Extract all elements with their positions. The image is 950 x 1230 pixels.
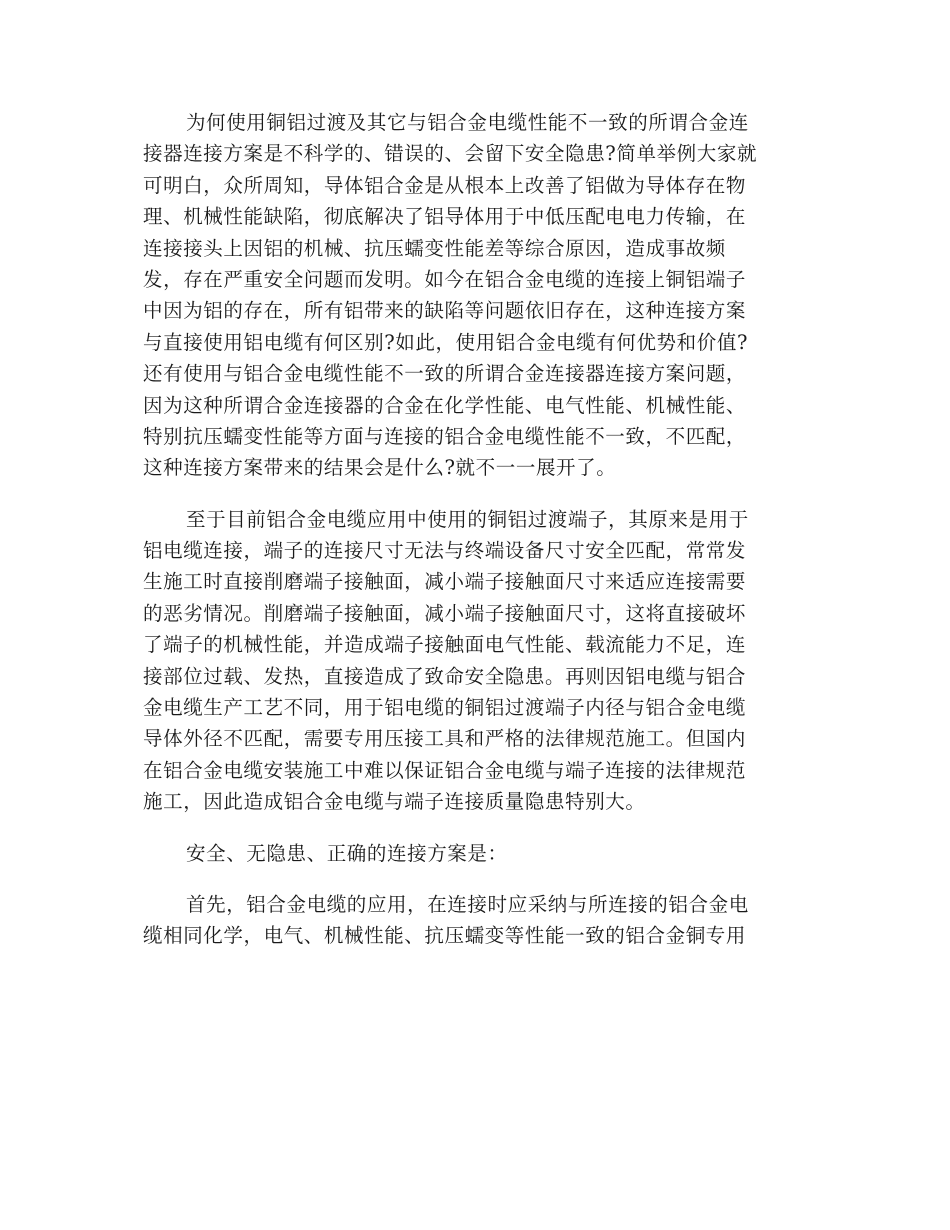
text-line: 安全、无隐患、正确的连接方案是： <box>186 841 508 865</box>
document-body <box>143 107 805 952</box>
text-line: 连接接头上因铝的机械、抗压蠕变性能差等综合原因，造成事故频 <box>143 236 726 260</box>
paragraph-1 <box>143 107 805 484</box>
paragraph-4 <box>143 889 805 952</box>
text-line: 接部位过载、发热，直接造成了致命安全隐患。再则因铝电缆与铝合 <box>143 664 747 688</box>
text-line: 因为这种所谓合金连接器的合金在化学性能、电气性能、机械性能、 <box>143 393 747 417</box>
text-line: 的恶劣情况。削磨端子接触面，减小端子接触面尺寸，这将直接破坏 <box>143 601 747 625</box>
paragraph-3 <box>143 838 805 869</box>
text-line: 还有使用与铝合金电缆性能不一致的所谓合金连接器连接方案问题， <box>143 362 747 386</box>
paragraph-spacer <box>143 869 805 889</box>
text-line: 中因为铝的存在，所有铝带来的缺陷等问题依旧存在，这种连接方案 <box>143 299 747 323</box>
text-line: 理、机械性能缺陷，彻底解决了铝导体用于中低压配电电力传输，在 <box>143 205 747 229</box>
text-line: 特别抗压蠕变性能等方面与连接的铝合金电缆性能不一致，不匹配， <box>143 424 747 448</box>
text-line: 至于目前铝合金电缆应用中使用的铜铝过渡端子，其原来是用于 <box>186 507 749 531</box>
text-line: 可明白，众所周知，导体铝合金是从根本上改善了铝做为导体存在物 <box>143 173 747 197</box>
text-line: 这种连接方案带来的结果会是什么?就不一一展开了。 <box>143 456 617 480</box>
text-line: 生施工时直接削磨端子接触面，减小端子接触面尺寸来适应连接需要 <box>143 570 747 594</box>
text-line: 首先，铝合金电缆的应用，在连接时应采纳与所连接的铝合金电 <box>186 892 749 916</box>
text-line: 了端子的机械性能，并造成端子接触面电气性能、载流能力不足，连 <box>143 633 747 657</box>
text-line: 导体外径不匹配，需要专用压接工具和严格的法律规范施工。但国内 <box>143 727 747 751</box>
paragraph-spacer <box>143 818 805 838</box>
text-line: 为何使用铜铝过渡及其它与铝合金电缆性能不一致的所谓合金连 <box>186 111 749 134</box>
paragraph-2 <box>143 504 805 818</box>
text-line: 发，存在严重安全问题而发明。如今在铝合金电缆的连接上铜铝端子 <box>143 267 747 291</box>
paragraph-spacer <box>143 484 805 504</box>
text-line: 与直接使用铝电缆有何区别?如此，使用铝合金电缆有何优势和价值? <box>143 330 749 354</box>
text-line: 施工，因此造成铝合金电缆与端子连接质量隐患特别大。 <box>143 790 646 814</box>
text-line: 接器连接方案是不科学的、错误的、会留下安全隐患?简单举例大家就 <box>143 142 758 166</box>
text-line: 铝电缆连接，端子的连接尺寸无法与终端设备尺寸安全匹配，常常发 <box>143 539 747 563</box>
text-line: 缆相同化学，电气、机械性能、抗压蠕变等性能一致的铝合金铜专用 <box>143 924 747 948</box>
text-line: 金电缆生产工艺不同，用于铝电缆的铜铝过渡端子内径与铝合金电缆 <box>143 696 747 720</box>
text-line: 在铝合金电缆安装施工中难以保证铝合金电缆与端子连接的法律规范 <box>143 758 747 782</box>
